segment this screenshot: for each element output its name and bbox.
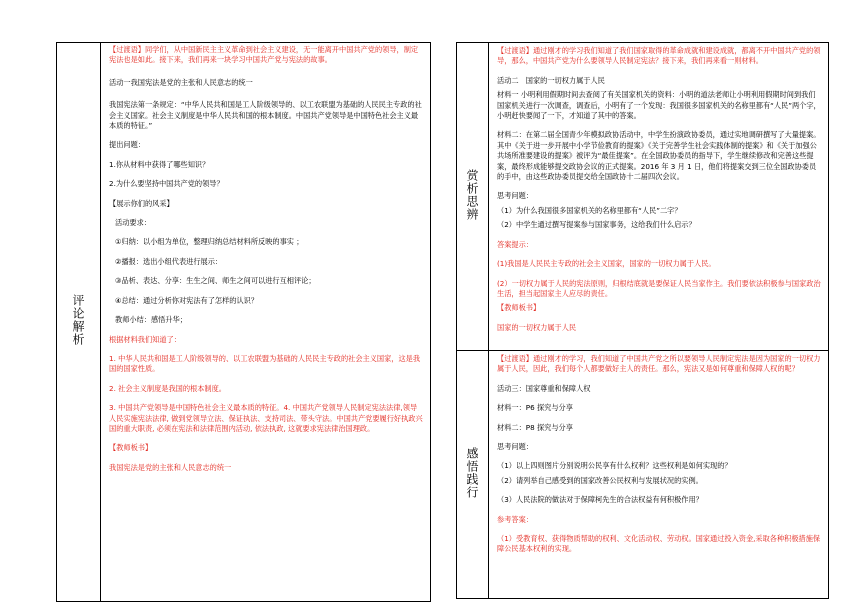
requirements-title: 活动要求： bbox=[115, 218, 151, 228]
answer-hint-title: 答案提示： bbox=[497, 239, 533, 249]
known-point-2: 2. 社会主义制度是我国的根本制度。 bbox=[109, 383, 226, 393]
material-a: 材料一：P6 探究与分享 bbox=[497, 403, 573, 413]
right-section1-content-cell bbox=[489, 43, 829, 351]
transition-text-2: 【过渡语】通过刚才的学习我们知道了我们国家取得的革命成就和建设成就，都离不开中国共产党的领导，那么，中国共产党为什么要领导人民制定宪法？接下来，我们再来看一则材料。 bbox=[497, 46, 821, 66]
right-section2-label-cell bbox=[457, 351, 489, 599]
known-point-3: 3. 中国共产党领导是中国特色社会主义最本质的特征。4. 中国共产党领导人民制定宪法法律,领导人民实施宪法法律, 做到党领导立法、保证执法、支持司法、带头守法。中国共产党要履行好执政兴国的重大职责, 必须在宪法和法律范围内活动, 依法执政, 这就要求宪法律治国理政。 bbox=[109, 403, 423, 433]
section-label-appreciation: 赏析思辨 bbox=[465, 168, 479, 221]
think-question-1: （1）为什么我国很多国家机关的名称里都有“人民”二字？ bbox=[497, 205, 682, 215]
left-lesson-table bbox=[56, 42, 431, 602]
showcase-title: 【展示你们的风采】 bbox=[109, 198, 174, 208]
right-section1-label-cell bbox=[457, 43, 489, 351]
material-1: 材料一 小明利用假期时间去查阅了有关国家机关的资料：小明的道法老师让小明利用假期时间到我们国家机关进行一次调查，调查后，小明有了一个发现：我国很多国家机关的名称里都有“人民”两个字，小明赶快要闻了一下，才知道了其中的答案。 bbox=[497, 90, 821, 121]
think-question-2: （2）中学生通过撰写提案参与国家事务，这给我们什么启示？ bbox=[497, 220, 696, 230]
material-b: 材料二：P8 探究与分享 bbox=[497, 422, 573, 432]
requirement-4: ④总结：通过分析你对宪法有了怎样的认识？ bbox=[115, 295, 259, 305]
section-label-comment-analysis: 评论解析 bbox=[71, 294, 85, 346]
transition-text-3: 【过渡语】通过刚才的学习，我们知道了中国共产党之所以要领导人民制定宪法是因为国家的一切权力属于人民，因此，我们每个人都要做好主人的责任。那么，宪法又是如何尊重和保障人权的呢？ bbox=[497, 354, 821, 374]
material-2: 材料二：在第二届全国青少年模拟政协活动中，中学生扮演政协委员，通过实地调研撰写了大量提案。其中《关于进一步开展中小学节俭教育的提案》《关于完善学生社会实践体制的提案》和《关于加强公共场所准要建设的提案》被评为“最佳提案”。在全国政协委员的指导下，学生继续修改和完善这些提案，最终形成能够提交政协会议的正式提案。2016 年 3 月 1 日，他们将提案交到三位全国政协委员的手中，由这些政协委员提交给全国政协十二届四次会议。 bbox=[497, 130, 821, 182]
question-2: 2.为什么要坚持中国共产党的领导？ bbox=[109, 179, 224, 189]
answer-1: (1)我国是人民民主专政的社会主义国家，国家的一切权力属于人民。 bbox=[497, 259, 716, 269]
section-label-practice: 感悟践行 bbox=[465, 446, 479, 499]
teacher-board-content-2: 国家的一切权力属于人民 bbox=[497, 322, 577, 332]
activity2-title: 活动二 国家的一切权力属于人民 bbox=[497, 75, 605, 85]
think-title: 思考问题： bbox=[497, 191, 533, 201]
known-title: 根据材料我们知道了： bbox=[109, 334, 181, 344]
teacher-board-title: 【教师板书】 bbox=[109, 443, 153, 453]
transition-text: 【过渡语】同学们，从中国新民主主义革命到社会主义建设，无一能离开中国共产党的领导，制定宪法也是如此。接下来，我们再来一块学习中国共产党与宪法的故事。 bbox=[109, 45, 419, 65]
activity3-title: 活动三：国家尊重和保障人权 bbox=[497, 383, 591, 393]
answer-2: (2）一切权力属于人民的宪法原则，归根结底就是要保证人民当家作主。我们要依法积极参与国家政治生活，担当起国家主人应尽的责任。 bbox=[497, 278, 821, 298]
teacher-board-title-2: 【教师板书】 bbox=[497, 303, 541, 313]
reference-answer-1: （1）受教育权、获得物质帮助的权利、文化活动权、劳动权。国家通过投入资金,采取各种积极措施保障公民基本权利的实现。 bbox=[497, 534, 821, 554]
think2-title: 思考问题： bbox=[497, 442, 533, 452]
left-section-label-cell bbox=[57, 43, 101, 602]
teacher-board-content: 我国宪法是党的主张和人民意志的统一 bbox=[109, 462, 232, 472]
think2-question-2: （2）请列举自己感受到的国家改善公民权利与发展状况的实例。 bbox=[497, 475, 703, 485]
requirement-3: ③品析、表达、分享：生生之间、师生之间可以进行互相评论； bbox=[115, 276, 316, 286]
reference-answer-title: 参考答案： bbox=[497, 514, 533, 524]
activity-title: 活动一我国宪法是党的主张和人民意志的统一 bbox=[109, 77, 253, 87]
constitution-quote: 我国宪法第一条规定：“中华人民共和国是工人阶级领导的、以工农联盟为基础的人民民主专政的社会主义国家。社会主义制度是中华人民共和国的根本制度。中国共产党领导是中国特色社会主义最本质的特征。” bbox=[109, 100, 422, 131]
questions-title: 提出问题： bbox=[109, 140, 145, 150]
requirement-1: ①归纳：以小组为单位，整理归纳总结材料所反映的事实 ； bbox=[115, 237, 304, 247]
requirement-2: ②播报：选出小组代表进行展示： bbox=[115, 256, 223, 266]
think2-question-3: （3）人民法院的做法对于保障柯先生的合法权益有何积极作用？ bbox=[497, 495, 703, 505]
known-point-1: 1. 中华人民共和国是工人阶级领导的、以工农联盟为基础的人民民主专政的社会主义国家，这是我国的国家性质。 bbox=[109, 353, 421, 374]
teacher-summary: 教师小结：感悟升华； bbox=[115, 315, 187, 325]
right-section2-content-cell bbox=[489, 351, 829, 599]
right-lesson-table bbox=[456, 42, 829, 599]
think2-question-1: （1）以上四则图片分别说明公民享有什么权利？这些权利是如何实现的？ bbox=[497, 461, 732, 471]
question-1: 1.你从材料中获得了哪些知识？ bbox=[109, 159, 210, 169]
left-content-cell bbox=[101, 43, 431, 602]
